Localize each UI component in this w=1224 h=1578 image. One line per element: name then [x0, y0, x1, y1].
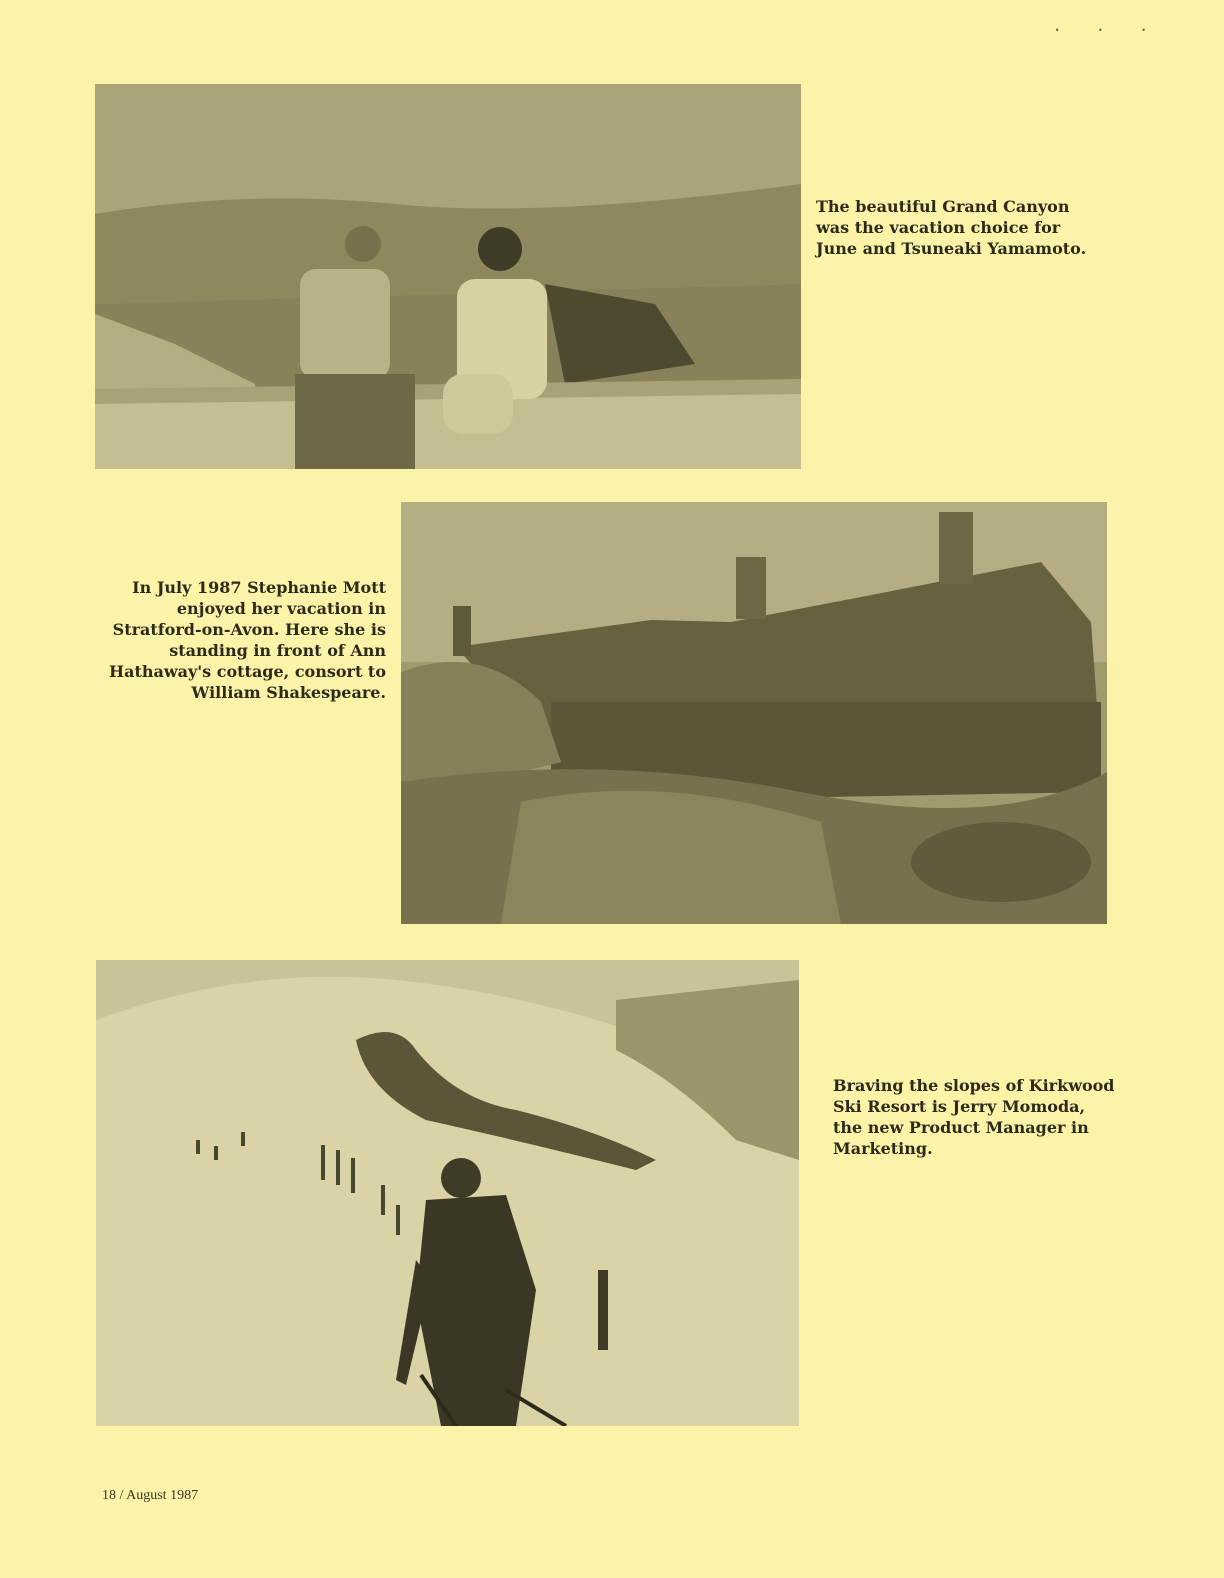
print-specks: • • •: [1054, 26, 1164, 35]
hathaway-cottage-photo: [401, 502, 1107, 924]
page-folio: 18 / August 1987: [102, 1488, 199, 1503]
stratford-caption: In July 1987 Stephanie Mott enjoyed her vacation in Stratford-on-Avon. Here she is standing in front of Ann Hathaway's cottage, consort to William Shakespeare.: [108, 578, 386, 702]
grand-canyon-caption: The beautiful Grand Canyon was the vacation choice for June and Tsuneaki Yamamoto.: [816, 197, 1087, 258]
grand-canyon-photo: [95, 84, 801, 469]
kirkwood-ski-photo: [96, 960, 799, 1426]
kirkwood-caption: Braving the slopes of Kirkwood Ski Resort is Jerry Momoda, the new Product Manager in Marketing.: [833, 1076, 1115, 1158]
